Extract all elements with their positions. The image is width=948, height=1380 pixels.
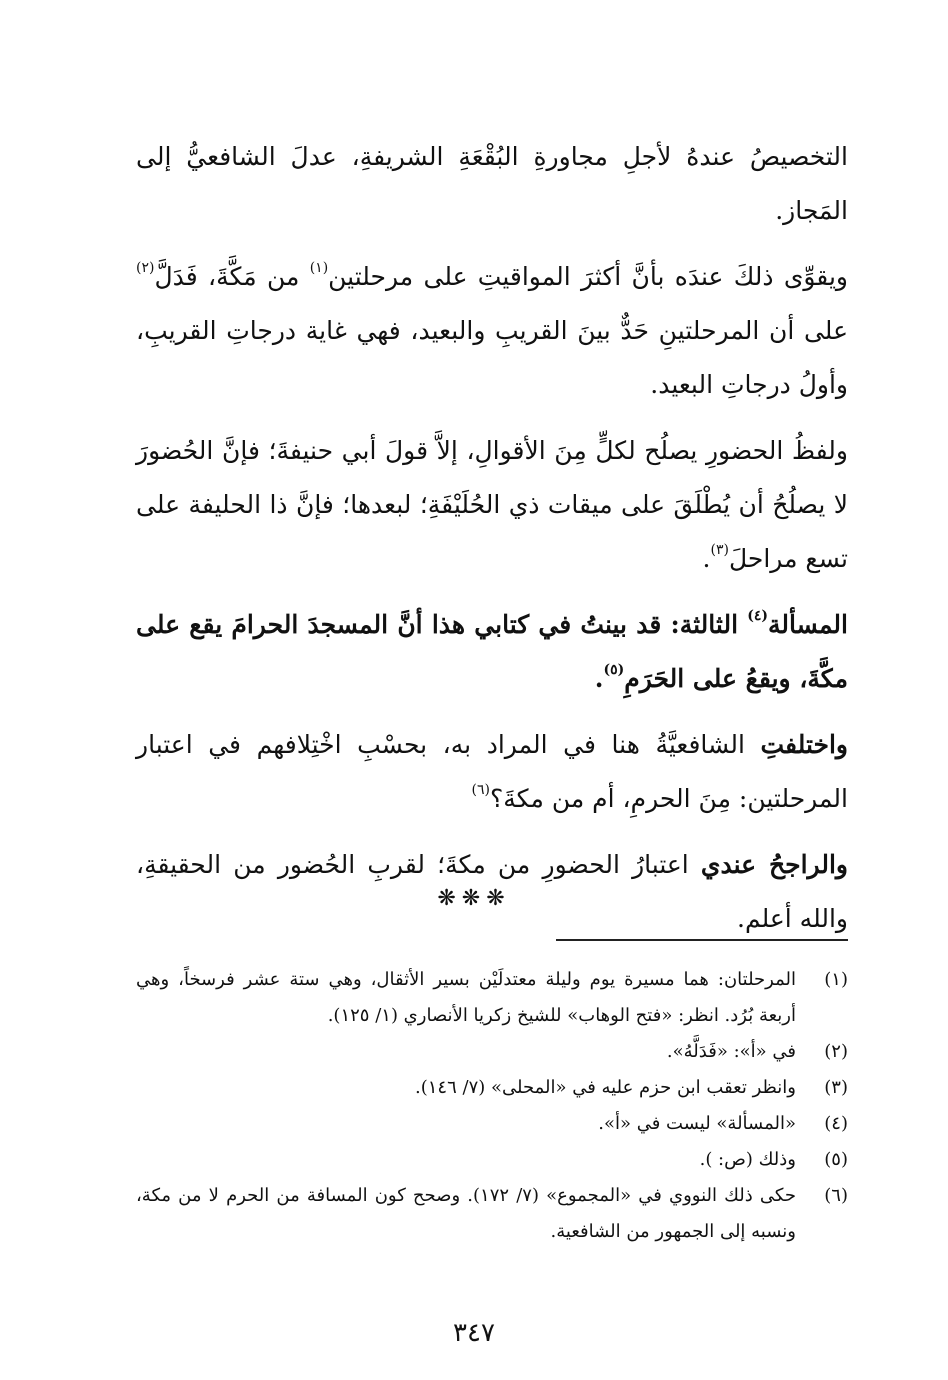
footnote-2 — [136, 1034, 848, 1070]
paragraph-6-lead: والراجحُ عندي — [700, 850, 848, 879]
paragraph-2-text-b: من مَكَّةَ، فَدَلَّ — [154, 262, 310, 291]
paragraph-6-text: اعتبارُ الحضورِ من مكةَ؛ لقربِ الحُضور من الحقيقةِ، والله أعلم. — [136, 850, 848, 933]
paragraph-1 — [136, 130, 848, 238]
paragraph-3-text-a: ولفظُ الحضورِ يصلُح لكلٍّ مِنَ الأقوالِ، إلاَّ قولَ أبي حنيفةَ؛ فإنَّ الحُضورَ لا يصلُحُ أن يُطْلَقَ على ميقات ذي الحُلَيْفَةِ؛ لبعدها؛ فإنَّ ذا الحليفة على تسع مراحلَ — [136, 436, 848, 573]
main-text — [136, 130, 848, 958]
footnote-ref-1[interactable]: (١) — [309, 259, 329, 276]
footnote-text: في «أ»: «فَدَلَّهُ». — [666, 1041, 796, 1062]
paragraph-5-lead: واختلفتِ — [760, 730, 848, 759]
footnote-6 — [136, 1178, 848, 1250]
paragraph-4-text-a: الثالثة: قد بينتُ في كتابي هذا أنَّ المسجدَ الحرامَ يقع على مكَّةَ، ويقعُ على الحَرَمِ — [136, 610, 848, 693]
paragraph-5 — [136, 718, 848, 826]
paragraph-3 — [136, 424, 848, 586]
footnote-divider — [556, 939, 848, 941]
footnote-number: (٣) — [824, 1077, 848, 1098]
footnote-text: وذلك (ص: ). — [699, 1149, 796, 1170]
footnote-ref-6[interactable]: (٦) — [471, 781, 490, 798]
footnote-3 — [136, 1070, 848, 1106]
paragraph-2-text-a: ويقوِّى ذلكَ عندَه بأنَّ أكثرَ المواقيتِ على مرحلتين — [328, 262, 848, 291]
footnote-number: (١) — [824, 969, 848, 990]
paragraph-4 — [136, 598, 848, 706]
footnotes — [136, 962, 848, 1250]
footnote-text: حكى ذلك النووي في «المجموع» (٧/ ١٧٢). وصحح كون المسافة من الحرم لا من مكة، ونسبه إلى الجمهور من الشافعية. — [136, 1185, 797, 1242]
footnote-4 — [136, 1106, 848, 1142]
paragraph-4-lead: المسألة — [768, 610, 848, 639]
footnote-5 — [136, 1142, 848, 1178]
footnote-ref-5[interactable]: (٥) — [603, 661, 625, 678]
footnote-number: (٥) — [824, 1149, 848, 1170]
footnote-number: (٤) — [824, 1113, 848, 1134]
paragraph-5-text: الشافعيَّةُ هنا في المراد به، بحسْبِ اخْتِلافهم في اعتبار المرحلتين: مِنَ الحرمِ، أم من مكةَ؟ — [136, 730, 848, 813]
footnote-1 — [136, 962, 848, 1034]
page-number: ٣٤٧ — [453, 1318, 495, 1348]
footnote-ref-3[interactable]: (٣) — [710, 541, 729, 558]
footnote-ref-4[interactable]: (٤) — [747, 607, 769, 624]
paragraph-2 — [136, 250, 848, 412]
footnote-number: (٦) — [824, 1185, 848, 1206]
paragraph-2-text-c: على أن المرحلتينِ حَدٌّ بينَ القريبِ والبعيد، فهي غاية درجاتِ القريبِ، وأولُ درجاتِ البعيد. — [136, 316, 848, 399]
section-separator: ❋❋❋ — [437, 886, 511, 911]
footnote-number: (٢) — [824, 1041, 848, 1062]
paragraph-1-text: التخصيصُ عندهُ لأجلِ مجاورةِ البُقْعَةِ الشريفةِ، عدلَ الشافعيُّ إلى المَجاز. — [136, 142, 848, 225]
footnote-ref-2[interactable]: (٢) — [136, 259, 155, 276]
footnote-text: «المسألة» ليست في «أ». — [598, 1113, 796, 1134]
paragraph-3-text-b: . — [702, 544, 711, 573]
paragraph-4-text-b: . — [594, 664, 604, 693]
footnote-text: المرحلتان: هما مسيرة يوم وليلة معتدلَيْن بسير الأثقال، وهي ستة عشر فرسخاً، وهي أربعة بُرُد. انظر: «فتح الوهاب» للشيخ زكريا الأنصاري (١/ ١٢٥). — [136, 969, 796, 1026]
footnote-text: وانظر تعقب ابن حزم عليه في «المحلى» (٧/ ١٤٦). — [415, 1077, 796, 1098]
